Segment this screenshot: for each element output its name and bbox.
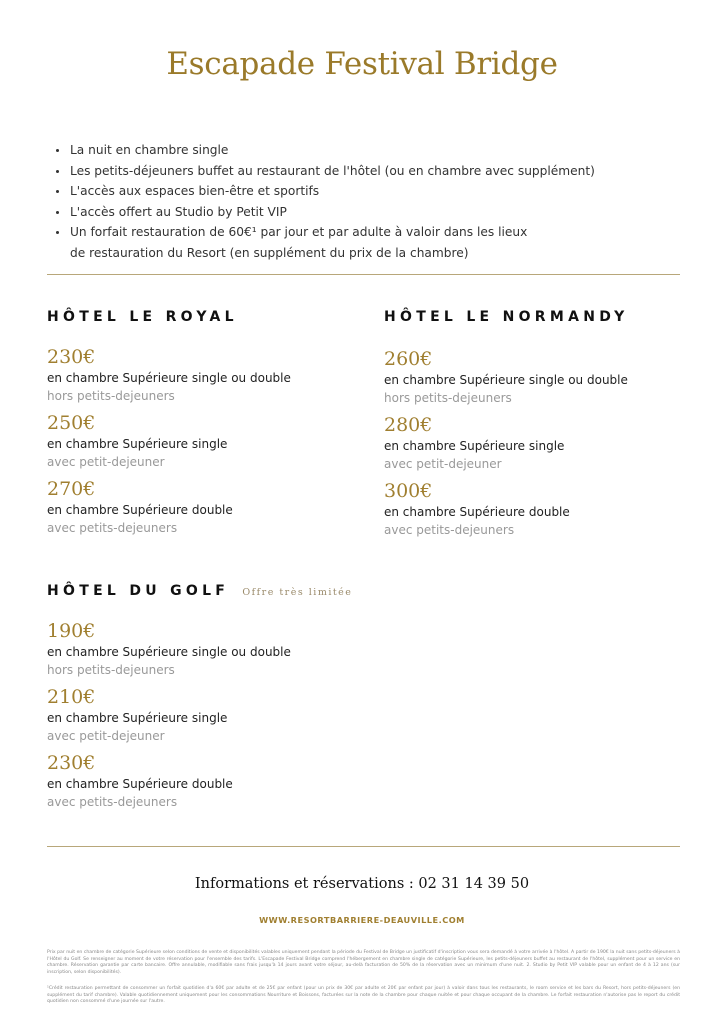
price: 270€ [47,478,96,500]
website-link[interactable]: WWW.RESORTBARRIERE-DEAUVILLE.COM [259,915,465,925]
room-type: en chambre Supérieure single [47,711,228,725]
offer [384,413,684,473]
price: 250€ [47,412,96,434]
room-type: en chambre Supérieure single ou double [47,645,291,659]
room-type: en chambre Supérieure single [384,439,565,453]
meal-plan: hors petits-dejeuners [47,663,175,677]
hotel-le-normandy [384,309,684,545]
offer [47,619,407,679]
meal-plan: hors petits-dejeuners [384,391,512,405]
room-type: en chambre Supérieure single ou double [384,373,628,387]
price: 210€ [47,686,96,708]
price: 230€ [47,346,96,368]
meal-plan: avec petits-dejeuners [47,795,178,809]
meal-plan: avec petits-dejeuners [384,523,515,537]
hotel-name: HÔTEL LE ROYAL [47,309,238,325]
inclusion-item: L'accès aux espaces bien-être et sportifs [54,181,694,202]
limited-offer-note: Offre très limitée [242,587,353,598]
meal-plan: hors petits-dejeuners [47,389,175,403]
fine-print: Prix par nuit en chambre de catégorie Supérieure selon conditions de vente et disponibilités valables uniquement pendant la période du Festival de Bridge un justificatif d'inscription vous sera demandé à votre arrivée à l'hôtel. A partir de 190€ la nuit sans petits-déjeuners à l'Hôtel du Golf. Se renseigner au moment de votre réservation pour l'ensemble des tarifs. L'Escapade Festival Bridge comprend l'hébergement en chambre single de catégorie Supérieure, les petits-déjeuners buffet au restaurant de l'hôtel, supplément pour un service en chambre. Réservation garantie par carte bancaire. Offre annulable, modifiable sans frais jusqu'à 14 jours avant votre séjour, au-delà facturation de 50% de la réservation avec un minimum d'une nuit. 2. Studio by Petit VIP valable pour un enfant de 4 à 12 ans (sur inscription, selon disponibilités). [47,950,680,975]
price: 300€ [384,480,433,502]
price: 280€ [384,414,433,436]
price: 260€ [384,348,433,370]
meal-plan: avec petit-dejeuner [384,457,502,471]
meal-plan: avec petit-dejeuner [47,455,165,469]
price: 230€ [47,752,96,774]
divider [47,846,680,847]
offer [47,345,347,405]
inclusion-item: L'accès offert au Studio by Petit VIP [54,202,694,223]
offer [384,347,684,407]
hotel-name: HÔTEL DU GOLF [47,583,230,599]
offer [47,751,407,811]
divider [47,274,680,275]
inclusion-item: La nuit en chambre single [54,140,694,161]
meal-plan: avec petit-dejeuner [47,729,165,743]
footnote: ¹Crédit restauration permettant de consommer un forfait quotidien d'a 60€ par adulte et de 25€ par enfant (pour un prix de 30€ par adulte et 20€ par enfant par jour) à valoir dans tous les restaurants, le room service et les bars du Resort, hors petits-déjeuners (en supplément du tarif chambre). Valable quotidiennement uniquement pour les consommations Nourriture et Boissons, facturées sur la note de la chambre pour chaque nuitée et pour chaque occupant de la chambre. Le forfait restauration n'autorise pas le report du crédit quotidien non consommé d'une journée sur l'autre. [47,986,680,1005]
reservation-info: Informations et réservations : 02 31 14 39 50 [194,876,530,892]
meal-plan: avec petits-dejeuners [47,521,178,535]
hotel-name: HÔTEL LE NORMANDY [384,309,629,325]
page-title: Escapade Festival Bridge [166,46,558,82]
offer [47,477,347,537]
price: 190€ [47,620,96,642]
inclusion-item: Les petits-déjeuners buffet au restaurant de l'hôtel (ou en chambre avec supplément) [54,161,694,182]
hotel-du-golf [47,583,407,817]
inclusion-item: Un forfait restauration de 60€¹ par jour et par adulte à valoir dans les lieux de restauration du Resort (en supplément du prix de la chambre) [54,222,540,263]
offer [384,479,684,539]
room-type: en chambre Supérieure double [47,777,233,791]
room-type: en chambre Supérieure single ou double [47,371,291,385]
inclusions-list [54,140,694,263]
hotel-le-royal [47,309,347,543]
room-type: en chambre Supérieure single [47,437,228,451]
offer [47,685,407,745]
offer [47,411,347,471]
room-type: en chambre Supérieure double [47,503,233,517]
room-type: en chambre Supérieure double [384,505,570,519]
